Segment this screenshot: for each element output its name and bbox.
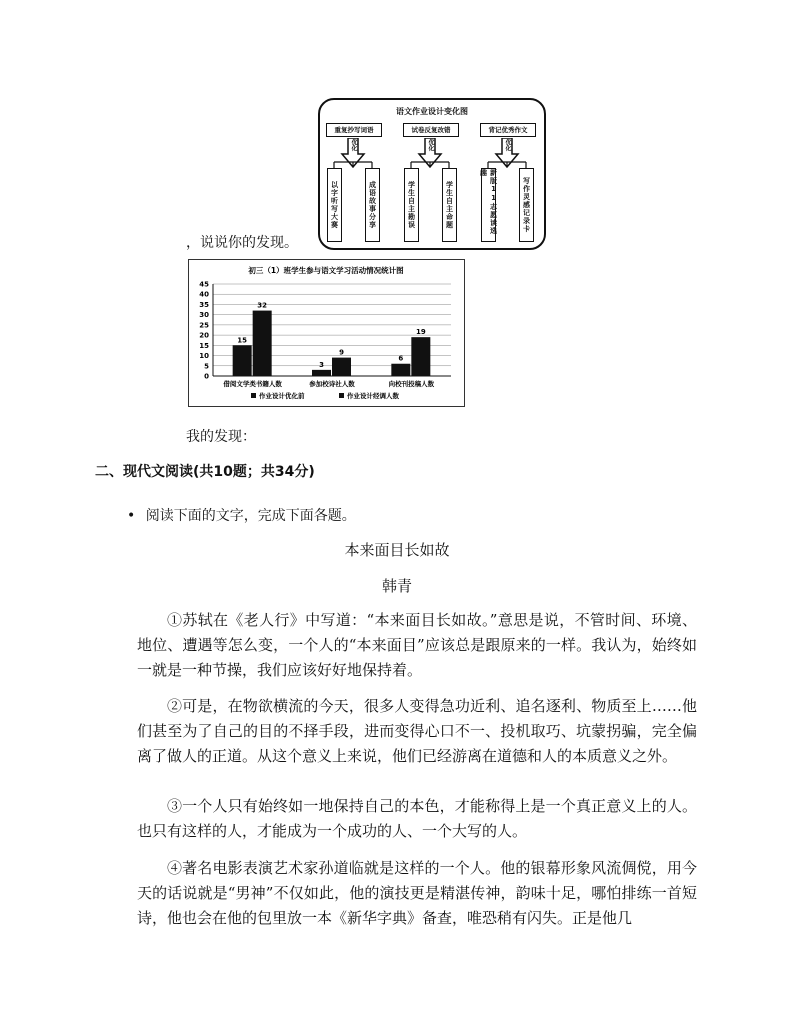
prompt-suffix: ，说说你的发现。	[186, 235, 298, 251]
bar	[233, 345, 252, 376]
article-paragraph-3: ③一个人只有始终如一地保持自己的本色，才能称得上是一个真正意义上的人。也只有这样的人，才能成为一个成功的人、一个大写的人。	[137, 797, 697, 840]
bar-value-label: 15	[237, 336, 248, 345]
article-author: 韩青	[381, 577, 412, 595]
bar-value-label: 9	[339, 348, 344, 357]
article-paragraph-2: ②可是，在物欲横流的今天，很多人变得急功近利、追名逐利、物质至上……他们甚至为了自己的目的不择手段，进而变得心口不一、投机取巧、坑蒙拐骗，完全偏离了做人的正道。从这个意义上来说，他们已经游离在道德和人的本质意义之外。	[137, 697, 697, 765]
arrow-label: 优化	[504, 139, 511, 151]
arrow-label: 优化	[427, 139, 434, 151]
y-tick-label: 5	[204, 362, 209, 371]
flow-top-box-2: 试卷反复改错	[403, 123, 459, 137]
bar-value-label: 3	[319, 360, 324, 369]
bullet-icon: •	[127, 508, 136, 524]
bullet-instruction	[127, 505, 356, 525]
flow-result-box-4: 学生自主命题	[442, 168, 457, 242]
chart-svg	[189, 260, 464, 406]
activity-bar-chart	[188, 259, 465, 407]
y-tick-label: 20	[199, 331, 209, 340]
bar-value-label: 32	[257, 301, 268, 310]
article-paragraph-1: ①苏轼在《老人行》中写道：“本来面目长如故。”意思是说，不管时间、环境、地位、遭遇等怎么变，一个人的“本来面目”应该总是跟原来的一样。我认为，始终如一就是一种节操，我们应该好好地保持着。	[137, 611, 697, 679]
x-tick-label: 向校刊投稿人数	[388, 380, 435, 388]
article-title: 本来面目长如故	[344, 541, 450, 559]
legend-label: 作业设计经调人数	[347, 392, 399, 400]
arrow-label: 优化	[350, 139, 357, 151]
chart-title: 初三（1）班学生参与语文学习活动情况统计图	[248, 266, 404, 275]
x-tick-label: 借阅文学类书籍人数	[223, 380, 282, 388]
bar-value-label: 19	[415, 328, 426, 337]
y-tick-label: 0	[204, 372, 209, 381]
bar	[332, 358, 351, 376]
y-tick-label: 25	[199, 321, 209, 330]
section-heading: 二、现代文阅读(共10题；共34分)	[95, 464, 315, 480]
bar-value-label: 6	[398, 354, 404, 363]
flow-top-box-3: 背记优秀作文	[480, 123, 536, 137]
legend-swatch	[251, 393, 256, 398]
y-tick-label: 10	[199, 352, 209, 361]
article-paragraph-4: ④著名电影表演艺术家孙道临就是这样的一个人。他的银幕形象风流倜傥，用今天的话说就是“男神”不仅如此，他的演技更是精湛传神，韵味十足，哪怕排练一首短诗，他也会在他的包里放一本《新华字典》备查，唯恐稍有闪失。正是他几	[137, 859, 697, 927]
legend-label: 作业设计优化前	[259, 392, 305, 400]
flow-connectors	[320, 100, 544, 248]
legend-swatch	[339, 393, 344, 398]
x-tick-label: 参加校诗社人数	[309, 380, 355, 388]
flow-result-box-6: 写作灵感记录卡	[519, 168, 534, 242]
bar	[411, 337, 430, 376]
flow-top-box-1: 重复抄写词语	[326, 123, 382, 137]
y-tick-label: 45	[199, 280, 209, 289]
y-tick-label: 40	[199, 290, 209, 299]
flow-result-box-3: 学生自主勘误	[404, 168, 419, 242]
bar	[312, 370, 331, 376]
bar	[253, 311, 272, 376]
flow-title: 语文作业设计变化图	[396, 107, 468, 116]
y-tick-label: 15	[199, 341, 209, 350]
y-tick-label: 35	[199, 300, 209, 309]
y-tick-label: 30	[199, 311, 209, 320]
flow-result-box-2: 成语故事分享	[365, 168, 380, 242]
instruction-text: 阅读下面的文字，完成下面各题。	[145, 508, 356, 524]
flow-result-box-1: 以字听写大赛	[327, 168, 342, 242]
homework-design-flow-diagram	[318, 98, 546, 250]
flow-result-box-5: 新版11志愿读选趣	[481, 168, 496, 242]
my-finding-label: 我的发现：	[186, 429, 256, 445]
bar	[391, 364, 410, 376]
